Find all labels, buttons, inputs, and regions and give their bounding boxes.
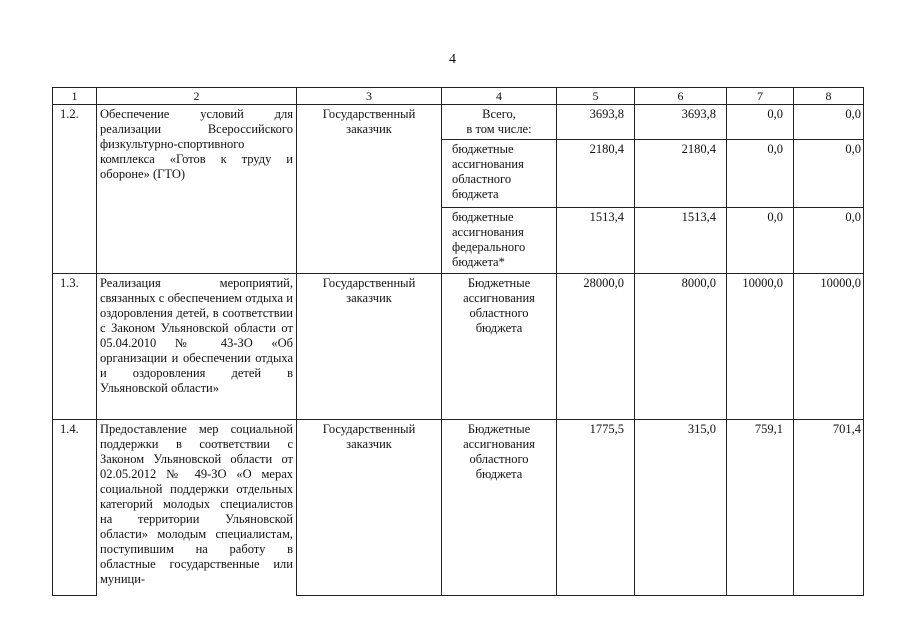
item-number: 1.2.: [53, 105, 97, 274]
funding-source-text: Бюджетные ассигнования областного бюджета: [463, 276, 535, 335]
value-col7: 0,0: [727, 140, 794, 208]
header-cell: 5: [557, 88, 635, 105]
value-col6: 315,0: [635, 420, 727, 596]
funding-source: [442, 140, 557, 208]
funding-source-text: Бюджетные ассигнования областного бюджета: [463, 422, 535, 481]
header-cell: 6: [635, 88, 727, 105]
funding-source: [442, 105, 557, 140]
budget-table: [52, 87, 864, 596]
value-col5: 2180,4: [557, 140, 635, 208]
table-row: [53, 274, 864, 420]
value-col5: 1513,4: [557, 208, 635, 274]
funding-source: [442, 420, 557, 596]
header-row: [53, 88, 864, 105]
header-cell: 7: [727, 88, 794, 105]
table-row: [53, 420, 864, 596]
value-col6: 3693,8: [635, 105, 727, 140]
item-responsible: Государственный заказчик: [297, 420, 442, 596]
header-cell: 2: [97, 88, 297, 105]
value-col8: 0,0: [794, 105, 864, 140]
value-col6: 2180,4: [635, 140, 727, 208]
funding-source-text: бюджетные ассигнования федерального бюджета*: [452, 210, 526, 269]
value-col5: 3693,8: [557, 105, 635, 140]
item-number: 1.3.: [53, 274, 97, 420]
item-name: Предоставление мер социальной поддержки в соответствии с Законом Ульяновской области от 02.05.2012 № 49-ЗО «О мерах социальной поддержки отдельных категорий молодых специалистов на территории Ульяновской области» молодым специалистам, поступившим на работу в областные государственные или муници-: [97, 420, 297, 596]
header-cell: 3: [297, 88, 442, 105]
item-responsible: Государственный заказчик: [297, 105, 442, 274]
item-responsible: Государственный заказчик: [297, 274, 442, 420]
value-col7: 0,0: [727, 105, 794, 140]
value-col8: 0,0: [794, 208, 864, 274]
value-col6: 1513,4: [635, 208, 727, 274]
funding-source-text: Всего, в том числе:: [466, 107, 532, 136]
value-col7: 0,0: [727, 208, 794, 274]
funding-source-text: бюджетные ассигнования областного бюджета: [452, 142, 524, 201]
value-col8: 10000,0: [794, 274, 864, 420]
value-col7: 10000,0: [727, 274, 794, 420]
header-cell: 4: [442, 88, 557, 105]
header-cell: 8: [794, 88, 864, 105]
funding-source: [442, 208, 557, 274]
value-col5: 1775,5: [557, 420, 635, 596]
item-name: Обеспечение условий для реализации Всероссийского физкультурно-спортивного комплекса «Готов к труду и обороне» (ГТО): [97, 105, 297, 274]
item-name: Реализация мероприятий, связанных с обеспечением отдыха и оздоровления детей, в соответствии с Законом Ульяновской области от 05.04.2010 № 43-ЗО «Об организации и обеспечении отдыха и оздоровления детей в Ульяновской области»: [97, 274, 297, 420]
value-col6: 8000,0: [635, 274, 727, 420]
value-col7: 759,1: [727, 420, 794, 596]
header-cell: 1: [53, 88, 97, 105]
table-row: [53, 105, 864, 140]
value-col5: 28000,0: [557, 274, 635, 420]
value-col8: 701,4: [794, 420, 864, 596]
value-col8: 0,0: [794, 140, 864, 208]
funding-source: [442, 274, 557, 420]
page-number: 4: [449, 52, 456, 67]
item-number: 1.4.: [53, 420, 97, 596]
